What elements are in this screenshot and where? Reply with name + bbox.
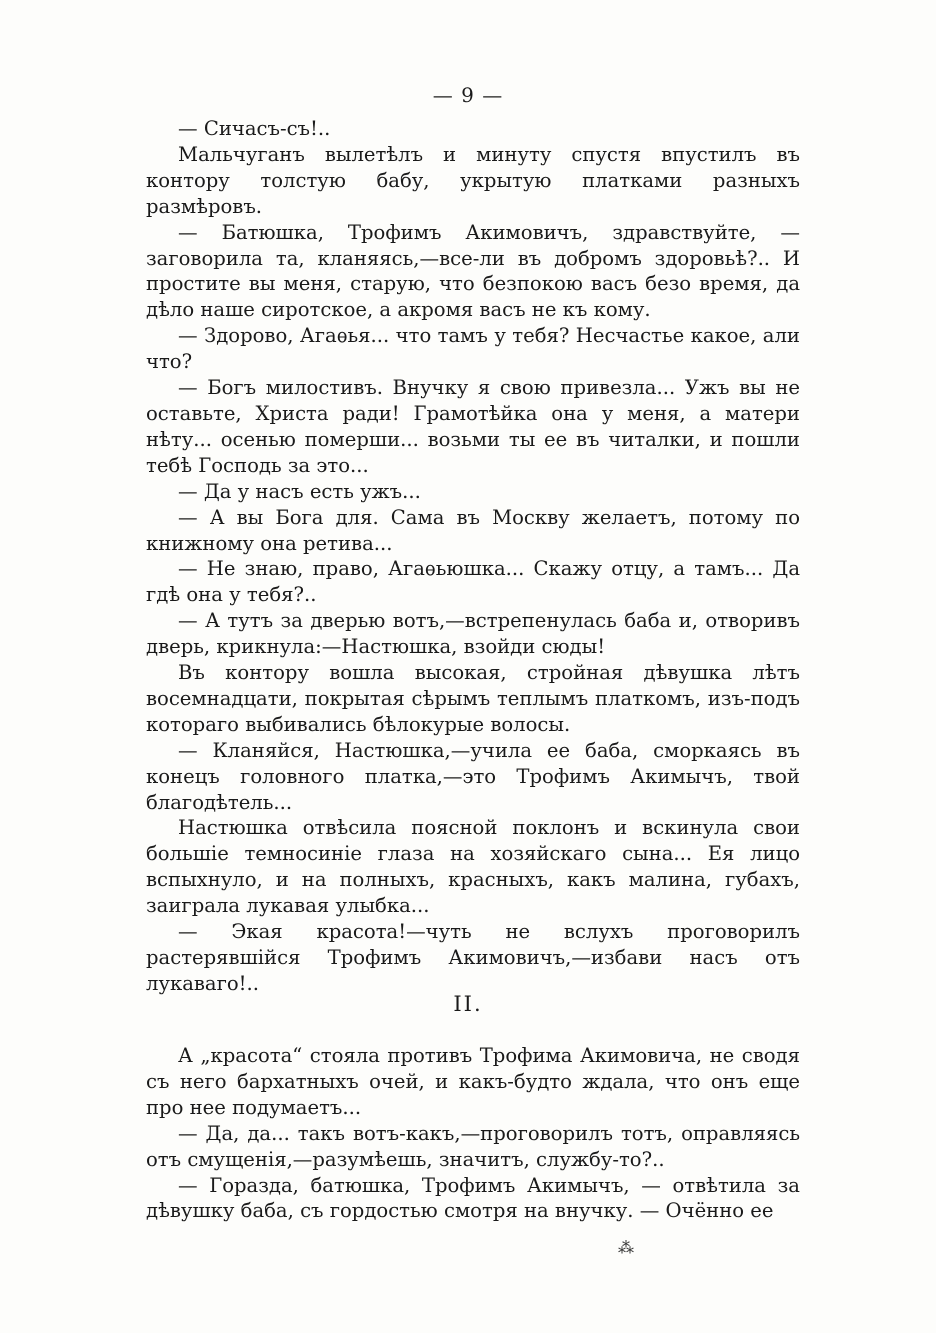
paragraph: — А тутъ за дверью вотъ,—встрепенулась баба и, отворивъ дверь, крикнула:—Настюшка, взойди сюды! (146, 609, 800, 659)
paragraph: — Батюшка, Трофимъ Акимовичъ, здравствуйте, — заговорила та, кланяясь,—все-ли въ добромъ здоровьѣ?.. И простите вы меня, старую, что безпокою васъ безо время, да дѣло наше сиротское, а акромя васъ не къ кому. (146, 220, 800, 322)
paragraph: Настюшка отвѣсила поясной поклонъ и вскинула свои большіе темносиніе глаза на хозяйскаго сына... Ея лицо вспыхнуло, и на полныхъ, красныхъ, какъ малина, губахъ, заиграла лукавая улыбка... (146, 816, 800, 918)
paragraph: — Не знаю, право, Агаѳьюшка... Скажу отцу, а тамъ... Да гдѣ она у тебя?.. (146, 557, 800, 607)
paragraph: — Здорово, Агаѳья... что тамъ у тебя? Несчастье какое, али что? (146, 324, 800, 374)
paragraph: Въ контору вошла высокая, стройная дѣвушка лѣтъ восемнадцати, покрытая сѣрымъ теплымъ платкомъ, изъ-подъ котораго выбивались бѣлокурые волосы. (146, 661, 800, 736)
chapter-heading: II. (453, 992, 483, 1016)
paragraph: — Кланяйся, Настюшка,—учила ее баба, сморкаясь въ конецъ головного платка,—это Трофимъ Акимычъ, твой благодѣтель... (146, 738, 800, 814)
paragraph: — Горазда, батюшка, Трофимъ Акимычъ, — отвѣтила за дѣвушку баба, съ гордостью смотря на внучку. — Очённо ее (146, 1173, 800, 1223)
paragraph: — Богъ милостивъ. Внучку я свою привезла... Ужъ вы не оставьте, Христа ради! Грамотѣйка она у меня, а матери нѣту... осенью померши... возьми ты ее въ читалки, и пошли тебѣ Господь за это... (146, 376, 800, 477)
chapter-2-text (146, 1043, 800, 1224)
paragraph: — Да, да... такъ вотъ-какъ,—проговорилъ тотъ, оправляясь отъ смущенія,—разумѣешь, значитъ, службу-то?.. (146, 1121, 800, 1171)
paragraph: А „красота“ стояла противъ Трофима Акимовича, не сводя съ него бархатныхъ очей, и какъ-будто ждала, что онъ еще про нее подумаетъ... (146, 1044, 800, 1119)
paragraph: — Экая красота!—чуть не вслухъ проговорилъ растерявшійся Трофимъ Акимовичъ,—избави насъ отъ лукаваго!.. (146, 920, 800, 995)
page-number: — 9 — (432, 83, 504, 107)
paragraph: — Да у насъ есть ужъ... (178, 479, 421, 503)
paragraph: — Сичасъ-съ!.. (178, 117, 331, 140)
chapter-1-text (146, 116, 800, 997)
paragraph: — А вы Бога для. Сама въ Москву желаетъ, потому по книжному она ретива... (146, 505, 800, 555)
printer-ornament-mark: ⁂ (618, 1238, 634, 1257)
paragraph: Мальчуганъ вылетѣлъ и минуту спустя впустилъ въ контору толстую бабу, укрытую платками разныхъ размѣровъ. (146, 142, 800, 218)
